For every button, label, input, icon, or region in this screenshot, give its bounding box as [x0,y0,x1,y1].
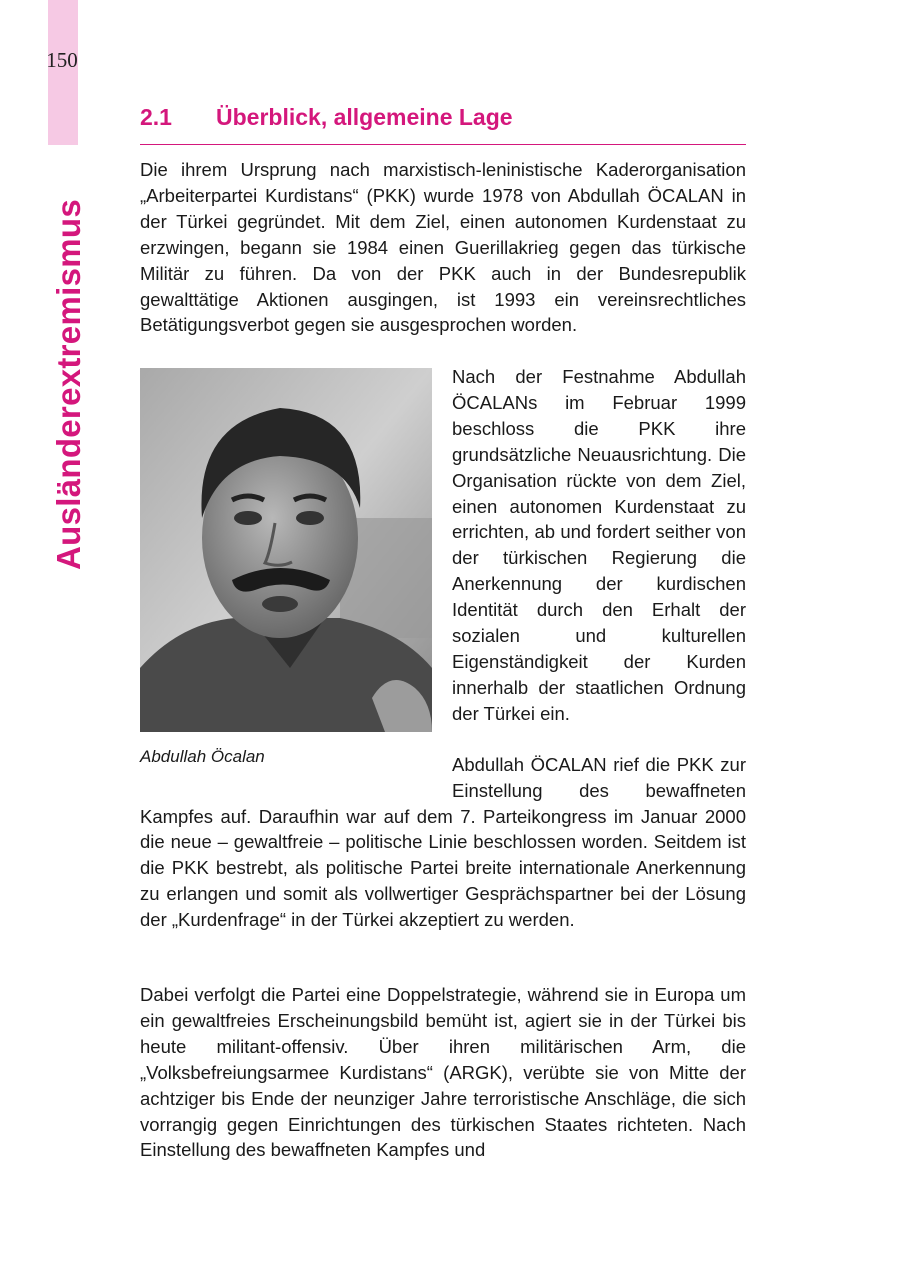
page-number: 150 [46,48,78,72]
portrait-photo [140,368,432,732]
paragraph-intro: Die ihrem Ursprung nach marxistisch-leninistische Kaderorganisation „Arbeiterpartei Kurdistans“ (PKK) wurde 1978 von Abdullah ÖCALAN in der Türkei gegründet. Mit dem Ziel, einen autonomen Kurdenstaat zu erzwingen, begann sie 1984 einen Guerillakrieg gegen das türkische Militär zu führen. Da von der PKK auch in der Bundesrepublik gewalttätige Aktionen ausgingen, ist 1993 ein vereinsrechtliches Betätigungsverbot gegen sie ausgesprochen worden. [140,159,746,336]
paragraph-double-strategy: Dabei verfolgt die Partei eine Doppelstrategie, während sie in Europa um ein gewaltfreies Erscheinungsbild bemüht ist, agiert sie in der Türkei bis heute militant-offensiv. Über ihren militärischen Arm, die „Volksbefreiungsarmee Kurdistans“ (ARGK), verübte sie von Mitte der achtziger bis Ende der neunziger Jahre terroristische Anschläge, die sich vorrangig gegen Einrichtungen des türkischen Staates richteten. Nach Einstellung des bewaffneten Kampfes und [140,984,746,1161]
portrait-image [140,368,432,732]
paragraph-reorientation: Nach der Festnahme Abdullah ÖCALANs im Februar 1999 beschloss die PKK ihre grundsätzliche Neuausrichtung. Die Organisation rückte von dem Ziel, einen autonomen Kurdenstaat zu errichten, ab und fordert seither von der türkischen Regierung die Anerkennung der kurdischen Identität durch den Erhalt der sozialen und kulturellen Eigenständigkeit der Kurden innerhalb der staatlichen Ordnung der Türkei ein. [452,366,746,724]
section-number: 2.1 [140,104,172,130]
section-title: Überblick, allgemeine Lage [216,104,513,130]
paragraph-ceasefire: Abdullah ÖCALAN rief die PKK zur Einstellung des bewaffneten Kampfes auf. Daraufhin war auf dem 7. Parteikongress im Januar 2000 die neue – gewaltfreie – politische Linie beschlossen worden. Seitdem ist die PKK bestrebt, als politische Partei breite internationale Anerkennung zu erlangen und somit als vollwertiger Gesprächspartner bei der Lösung der „Kurdenfrage“ in der Türkei akzeptiert zu werden. [140,753,746,931]
section-label-vertical: Ausländerextremismus [50,199,87,570]
figure-and-text-block [140,364,746,933]
photo-caption: Abdullah Öcalan [140,747,265,766]
section-heading [140,102,746,145]
